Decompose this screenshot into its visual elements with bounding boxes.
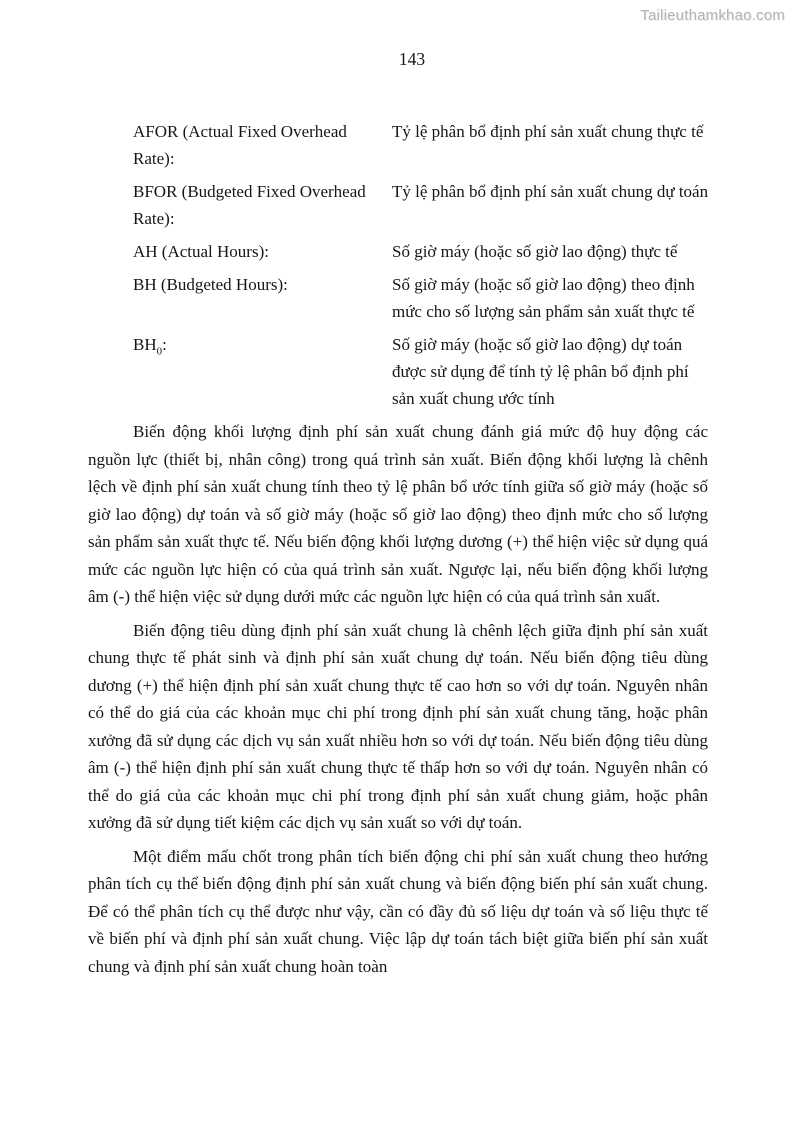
definition-text bbox=[392, 271, 708, 325]
term-line: BFOR (Budgeted Fixed Overhead bbox=[133, 182, 366, 201]
term-line: AH (Actual Hours): bbox=[133, 242, 269, 261]
definition-line: Tỷ lệ phân bổ định phí sản xuất chung thực tế bbox=[392, 122, 704, 141]
page-content bbox=[88, 118, 708, 980]
definition-row-ah bbox=[133, 238, 708, 265]
definition-line: sản xuất chung ước tính bbox=[392, 389, 555, 408]
definition-text bbox=[392, 331, 708, 412]
definition-row-bfor bbox=[133, 178, 708, 232]
term-colon: : bbox=[162, 335, 167, 354]
definition-line: Số giờ máy (hoặc số giờ lao động) theo định bbox=[392, 275, 695, 294]
term-line: Rate): bbox=[133, 149, 175, 168]
definition-line: được sử dụng để tính tỷ lệ phân bổ định phí bbox=[392, 362, 689, 381]
term-line: Rate): bbox=[133, 209, 175, 228]
definition-row-bh bbox=[133, 271, 708, 325]
definition-text bbox=[392, 238, 708, 265]
definition-text bbox=[392, 118, 708, 172]
definition-line: mức cho số lượng sản phẩm sản xuất thực tế bbox=[392, 302, 695, 321]
definition-row-afor bbox=[133, 118, 708, 172]
term-line: BH (Budgeted Hours): bbox=[133, 275, 288, 294]
definition-list bbox=[133, 118, 708, 412]
term-base: BH bbox=[133, 335, 157, 354]
paragraph-spending-variance: Biến động tiêu dùng định phí sản xuất chung là chênh lệch giữa định phí sản xuất chung thực tế phát sinh và định phí sản xuất chung dự toán. Nếu biến động tiêu dùng dương (+) thể hiện định phí sản xuất chung thực tế cao hơn so với dự toán. Nguyên nhân có thể do giá của các khoản mục chi phí trong định phí sản xuất chung tăng, hoặc phân xưởng đã sử dụng các dịch vụ sản xuất nhiều hơn so với dự toán. Nếu biến động tiêu dùng âm (-) thể hiện định phí sản xuất chung thực tế thấp hơn so với dự toán. Nguyên nhân có thể do giá của các khoản mục chi phí trong định phí sản xuất chung giảm, hoặc phân xưởng đã sử dụng tiết kiệm các dịch vụ sản xuất so với dự toán. bbox=[88, 620, 708, 832]
definition-term bbox=[133, 178, 392, 232]
term-line bbox=[133, 331, 392, 358]
definition-line: Tỷ lệ phân bổ định phí sản xuất chung dự toán bbox=[392, 182, 709, 201]
definition-term bbox=[133, 271, 392, 325]
term-line: AFOR (Actual Fixed Overhead bbox=[133, 122, 347, 141]
term-subscript: 0 bbox=[156, 345, 163, 358]
definition-line: Số giờ máy (hoặc số giờ lao động) dự toán bbox=[392, 335, 683, 354]
paragraph-key-point: Một điểm mấu chốt trong phân tích biến động chi phí sản xuất chung theo hướng phân tích cụ thể biến động định phí sản xuất chung và biến động biến phí sản xuất chung. Để có thể phân tích cụ thể được như vậy, cần có đầy đủ số liệu dự toán và số liệu thực tế về biến phí và định phí sản xuất chung. Việc lập dự toán tách biệt giữa biến phí sản xuất chung và định phí sản xuất chung hoàn toàn bbox=[88, 846, 708, 976]
definition-term bbox=[133, 238, 392, 265]
definition-line: Số giờ máy (hoặc số giờ lao động) thực tế bbox=[392, 242, 678, 261]
definition-row-bh0 bbox=[133, 331, 708, 412]
definition-term bbox=[133, 118, 392, 172]
definition-term bbox=[133, 331, 392, 412]
watermark-text: Tailieuthamkhao.com bbox=[640, 7, 785, 24]
paragraph-volume-variance: Biến động khối lượng định phí sản xuất chung đánh giá mức độ huy động các nguồn lực (thiết bị, nhân công) trong quá trình sản xuất. Biến động khối lượng là chênh lệch về định phí sản xuất chung tính theo tỷ lệ phân bổ ước tính giữa số giờ máy (hoặc số giờ lao động) dự toán và số giờ máy (hoặc số giờ lao động) theo định mức cho số lượng sản phẩm sản xuất thực tế. Nếu biến động khối lượng dương (+) thể hiện việc sử dụng quá mức các nguồn lực hiện có của quá trình sản xuất. Ngược lại, nếu biến động khối lượng âm (-) thể hiện việc sử dụng dưới mức các nguồn lực hiện có của quá trình sản xuất. bbox=[88, 422, 708, 606]
page-number: 143 bbox=[398, 49, 426, 69]
definition-text bbox=[392, 178, 708, 232]
